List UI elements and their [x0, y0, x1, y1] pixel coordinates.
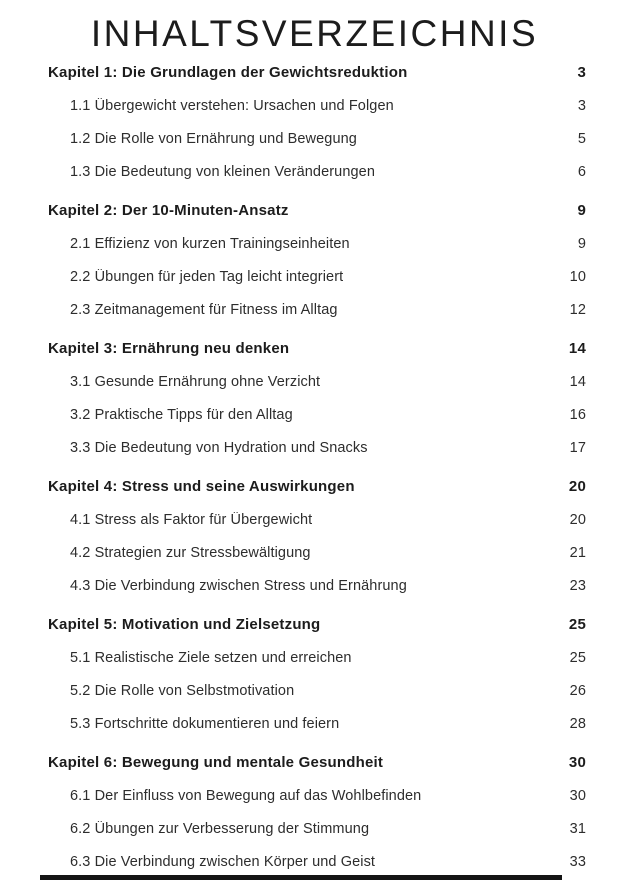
chapter-title: Kapitel 3: Ernährung neu denken: [48, 340, 290, 357]
chapter-page-number: 20: [568, 478, 586, 495]
section-title: 5.3 Fortschritte dokumentieren und feiern: [70, 715, 340, 732]
section-page-number: 23: [569, 577, 586, 594]
section-title: 2.1 Effizienz von kurzen Trainingseinheiten: [70, 235, 350, 252]
section-page-number: 9: [577, 235, 586, 252]
section-page-number: 33: [569, 853, 586, 870]
section-title: 1.1 Übergewicht verstehen: Ursachen und Folgen: [70, 97, 394, 114]
chapter-group-1: [48, 56, 586, 188]
section-title: 1.2 Die Rolle von Ernährung und Bewegung: [70, 130, 357, 147]
toc-entry-section-4-1[interactable]: [48, 503, 586, 536]
clipped-footer-bar: [40, 875, 562, 880]
toc-entry-section-3-1[interactable]: [48, 365, 586, 398]
toc-entry-section-5-2[interactable]: [48, 674, 586, 707]
chapter-title: Kapitel 2: Der 10-Minuten-Ansatz: [48, 202, 289, 219]
table-of-contents: [0, 56, 629, 880]
section-page-number: 12: [569, 301, 586, 318]
section-title: 4.1 Stress als Faktor für Übergewicht: [70, 511, 313, 528]
section-page-number: 31: [569, 820, 586, 837]
page-title: INHALTSVERZEICHNIS: [90, 13, 539, 54]
chapter-page-number: 25: [568, 616, 586, 633]
toc-entry-section-6-3[interactable]: [48, 845, 586, 878]
toc-entry-section-1-3[interactable]: [48, 155, 586, 188]
toc-entry-section-2-1[interactable]: [48, 227, 586, 260]
chapter-title: Kapitel 5: Motivation und Zielsetzung: [48, 616, 321, 633]
section-page-number: 16: [569, 406, 586, 423]
section-title: 6.3 Die Verbindung zwischen Körper und Geist: [70, 853, 376, 870]
chapter-group-4: [48, 470, 586, 602]
toc-entry-chapter-5[interactable]: [48, 608, 586, 641]
chapter-title: Kapitel 6: Bewegung und mentale Gesundheit: [48, 754, 384, 771]
toc-entry-section-6-1[interactable]: [48, 779, 586, 812]
section-title: 3.1 Gesunde Ernährung ohne Verzicht: [70, 373, 321, 390]
toc-entry-section-3-2[interactable]: [48, 398, 586, 431]
chapter-page-number: 9: [577, 202, 586, 219]
toc-entry-section-1-2[interactable]: [48, 122, 586, 155]
toc-entry-section-6-2[interactable]: [48, 812, 586, 845]
toc-entry-chapter-1[interactable]: [48, 56, 586, 89]
toc-entry-section-2-2[interactable]: [48, 260, 586, 293]
section-title: 3.3 Die Bedeutung von Hydration und Snacks: [70, 439, 368, 456]
chapter-group-2: [48, 194, 586, 326]
section-title: 5.1 Realistische Ziele setzen und erreichen: [70, 649, 352, 666]
toc-entry-chapter-4[interactable]: [48, 470, 586, 503]
chapter-page-number: 3: [577, 64, 586, 81]
chapter-page-number: 14: [568, 340, 586, 357]
section-page-number: 26: [569, 682, 586, 699]
toc-entry-section-5-1[interactable]: [48, 641, 586, 674]
chapter-group-5: [48, 608, 586, 740]
toc-entry-section-2-3[interactable]: [48, 293, 586, 326]
section-page-number: 14: [569, 373, 586, 390]
toc-entry-section-4-3[interactable]: [48, 569, 586, 602]
toc-entry-section-5-3[interactable]: [48, 707, 586, 740]
section-title: 4.3 Die Verbindung zwischen Stress und Ernährung: [70, 577, 407, 594]
toc-entry-chapter-6[interactable]: [48, 746, 586, 779]
chapter-group-6: [48, 746, 586, 878]
section-page-number: 6: [577, 163, 586, 180]
toc-entry-section-3-3[interactable]: [48, 431, 586, 464]
chapter-title: Kapitel 4: Stress und seine Auswirkungen: [48, 478, 355, 495]
chapter-title: Kapitel 1: Die Grundlagen der Gewichtsreduktion: [48, 64, 408, 81]
section-page-number: 10: [569, 268, 586, 285]
toc-entry-section-1-1[interactable]: [48, 89, 586, 122]
section-page-number: 3: [577, 97, 586, 114]
toc-entry-section-4-2[interactable]: [48, 536, 586, 569]
section-title: 4.2 Strategien zur Stressbewältigung: [70, 544, 311, 561]
section-title: 6.2 Übungen zur Verbesserung der Stimmung: [70, 820, 370, 837]
section-title: 1.3 Die Bedeutung von kleinen Veränderungen: [70, 163, 376, 180]
toc-entry-chapter-2[interactable]: [48, 194, 586, 227]
toc-entry-chapter-3[interactable]: [48, 332, 586, 365]
section-page-number: 28: [569, 715, 586, 732]
section-page-number: 30: [569, 787, 586, 804]
section-title: 5.2 Die Rolle von Selbstmotivation: [70, 682, 295, 699]
section-page-number: 25: [569, 649, 586, 666]
section-page-number: 5: [577, 130, 586, 147]
section-title: 3.2 Praktische Tipps für den Alltag: [70, 406, 293, 423]
section-page-number: 21: [569, 544, 586, 561]
section-title: 2.3 Zeitmanagement für Fitness im Alltag: [70, 301, 338, 318]
section-title: 6.1 Der Einfluss von Bewegung auf das Wohlbefinden: [70, 787, 422, 804]
section-title: 2.2 Übungen für jeden Tag leicht integriert: [70, 268, 344, 285]
chapter-group-3: [48, 332, 586, 464]
section-page-number: 20: [569, 511, 586, 528]
chapter-page-number: 30: [568, 754, 586, 771]
section-page-number: 17: [569, 439, 586, 456]
